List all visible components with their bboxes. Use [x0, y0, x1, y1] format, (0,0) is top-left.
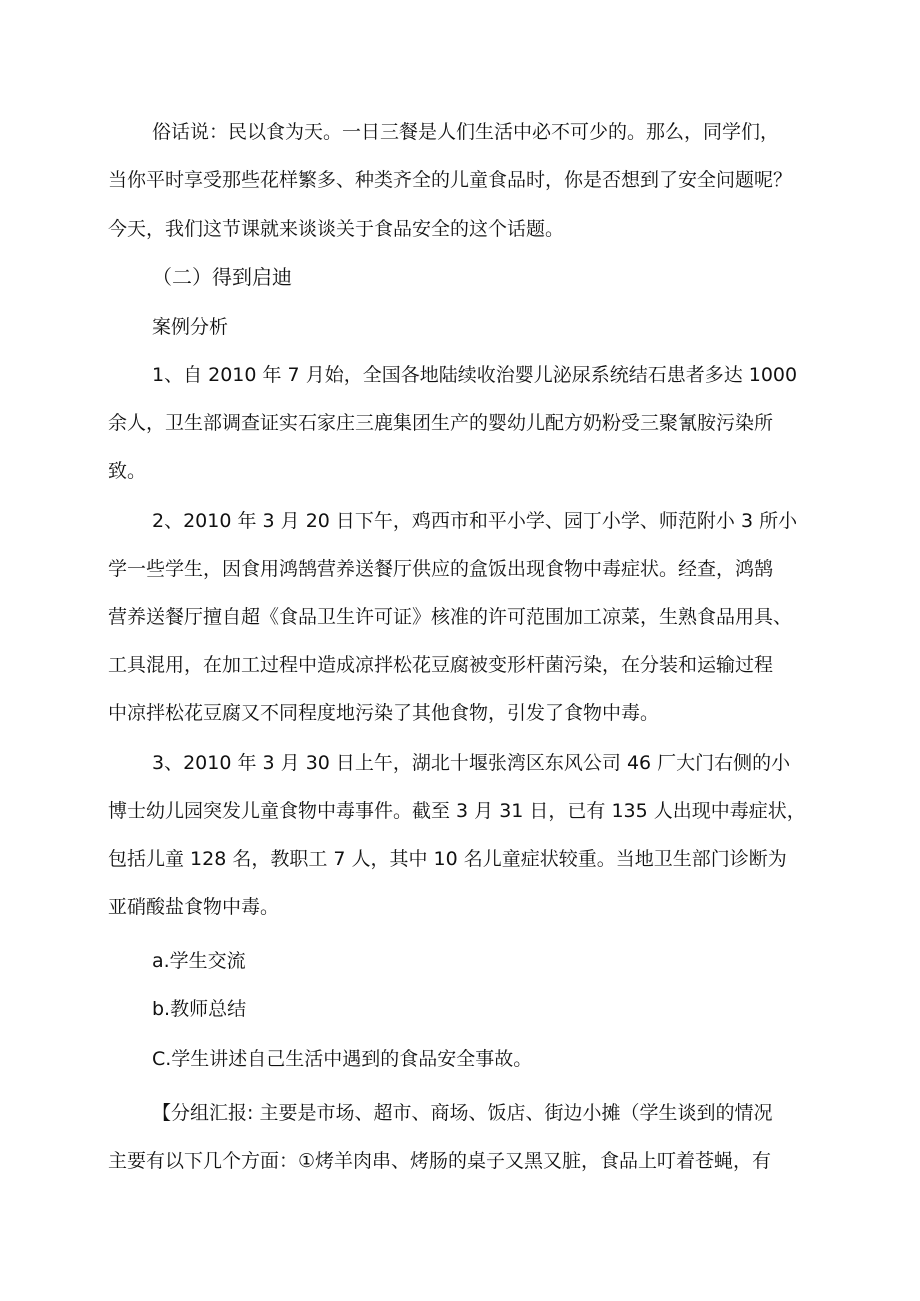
- group-report-line-2: 主要有以下几个方面：①烤羊肉串、烤肠的桌子又黑又脏，食品上叮着苍蝇，有: [108, 1150, 772, 1172]
- case3-line-4: 亚硝酸盐食物中毒。: [108, 896, 280, 918]
- case2-line-2: 学一些学生，因食用鸿鹄营养送餐厅供应的盒饭出现食物中毒症状。经查，鸿鹄: [108, 558, 774, 580]
- step-a: a.学生交流: [152, 950, 246, 972]
- case-analysis-title: 案例分析: [152, 316, 229, 338]
- case3-line-1: 3、2010 年 3 月 30 日上午，湖北十堰张湾区东风公司 46 厂大门右侧的小: [152, 752, 791, 774]
- case2-line-5: 中凉拌松花豆腐又不同程度地污染了其他食物，引发了食物中毒。: [108, 702, 660, 724]
- step-b: b.教师总结: [152, 998, 247, 1020]
- intro-line-3: 今天，我们这节课就来谈谈关于食品安全的这个话题。: [108, 218, 565, 240]
- section-heading: （二）得到启迪: [152, 265, 292, 289]
- case1-line-1: 1、自 2010 年 7 月始，全国各地陆续收治婴儿泌尿系统结石患者多达 1000: [152, 364, 798, 386]
- case3-line-2: 博士幼儿园突发儿童食物中毒事件。截至 3 月 31 日，已有 135 人出现中毒症状，: [108, 800, 806, 822]
- intro-line-1: 俗话说：民以食为天。一日三餐是人们生活中必不可少的。那么，同学们，: [152, 121, 780, 143]
- case1-line-3: 致。: [108, 460, 147, 482]
- case2-line-1: 2、2010 年 3 月 20 日下午，鸡西市和平小学、园丁小学、师范附小 3 所小: [152, 510, 798, 532]
- case3-line-3: 包括儿童 128 名，教职工 7 人，其中 10 名儿童症状较重。当地卫生部门诊断为: [108, 848, 787, 870]
- case2-line-3: 营养送餐厅擅自超《食品卫生许可证》核准的许可范围加工凉菜，生熟食品用具、: [108, 606, 793, 628]
- step-c: C.学生讲述自己生活中遇到的食品安全事故。: [152, 1048, 533, 1070]
- group-report-line-1: 【分组汇报: 主要是市场、超市、商场、饭店、街边小摊（学生谈到的情况: [152, 1102, 773, 1124]
- case2-line-4: 工具混用，在加工过程中造成凉拌松花豆腐被变形杆菌污染，在分装和运输过程: [108, 654, 774, 676]
- intro-line-2: 当你平时享受那些花样繁多、种类齐全的儿童食品时，你是否想到了安全问题呢？: [108, 169, 793, 191]
- case1-line-2: 余人，卫生部调查证实石家庄三鹿集团生产的婴幼儿配方奶粉受三聚氰胺污染所: [108, 412, 774, 434]
